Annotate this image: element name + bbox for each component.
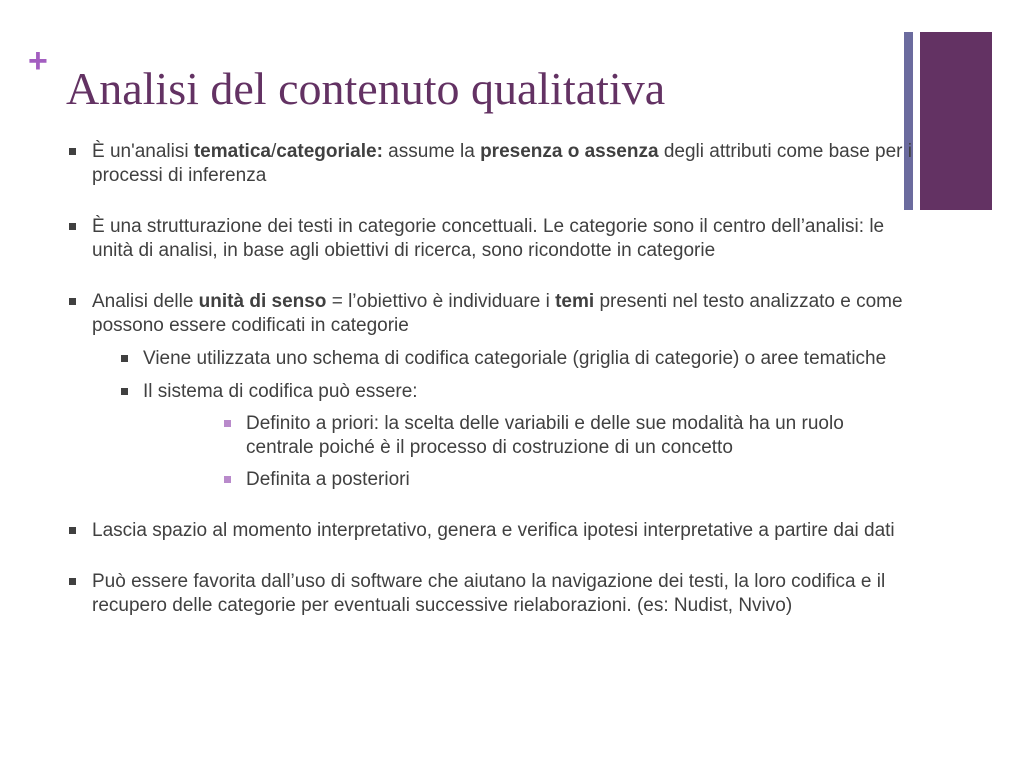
bullet-5-text: Può essere favorita dall’uso di software che aiutano la navigazione dei testi, la loro codifica e il recupero delle categorie per eventuali successive rielaborazioni. (es: Nudist, Nvivo) — [92, 571, 886, 616]
sub-sub-bullet-3b2-text: Definita a posteriori — [246, 469, 410, 490]
bullet-3-bold-2: temi — [555, 291, 595, 312]
bullet-item-5 — [66, 570, 916, 618]
bullet-3-bold-1: unità di senso — [198, 291, 327, 312]
bullet-3-text-1: Analisi delle — [92, 291, 199, 312]
bullet-1-text-1: È un'analisi — [92, 141, 194, 162]
bullet-item-2 — [66, 215, 916, 263]
sub-sub-bullet-3b1-text: Definito a priori: la scelta delle variabili e delle sue modalità ha un ruolo centrale poiché è il processo di costruzione di un concetto — [246, 413, 844, 458]
bullet-1-text-4: degli attributi come base per i processi di inferenza — [92, 141, 913, 186]
bullet-1-text-2: / — [270, 141, 277, 162]
sub-bullet-3b — [66, 380, 916, 404]
bullet-2-text: È una strutturazione dei testi in categorie concettuali. Le categorie sono il centro dell’analisi: le unità di analisi, in base agli obiettivi di ricerca, sono ricondotte in categorie — [92, 216, 885, 261]
bullet-1-bold-1: tematica — [193, 141, 271, 162]
sub-bullet-3a-text: Viene utilizzata uno schema di codifica categoriale (griglia di categorie) o aree tematiche — [143, 348, 887, 369]
decorative-bar-thick — [920, 32, 992, 210]
sub-bullet-3a — [66, 347, 916, 371]
bullet-list — [66, 140, 916, 618]
bullet-item-3 — [66, 290, 916, 338]
plus-decoration: + — [28, 42, 48, 80]
bullet-4-text: Lascia spazio al momento interpretativo, genera e verifica ipotesi interpretative a partire dai dati — [92, 520, 895, 541]
bullet-1-text-3: assume la — [382, 141, 481, 162]
bullet-3-text-2: = l’obiettivo è individuare i — [326, 291, 556, 312]
sub-sub-bullet-3b2 — [66, 468, 916, 492]
bullet-3-text-3: presenti nel testo analizzato e come possono essere codificati in categorie — [92, 291, 903, 336]
sub-sub-bullet-3b1 — [66, 412, 916, 460]
slide-title: Analisi del contenuto qualitativa — [66, 63, 666, 114]
bullet-1-bold-3: presenza o assenza — [480, 141, 659, 162]
bullet-1-bold-2: categoriale: — [276, 141, 383, 162]
bullet-item-1 — [66, 140, 916, 188]
sub-bullet-3b-text: Il sistema di codifica può essere: — [143, 381, 418, 402]
bullet-item-4 — [66, 519, 916, 543]
